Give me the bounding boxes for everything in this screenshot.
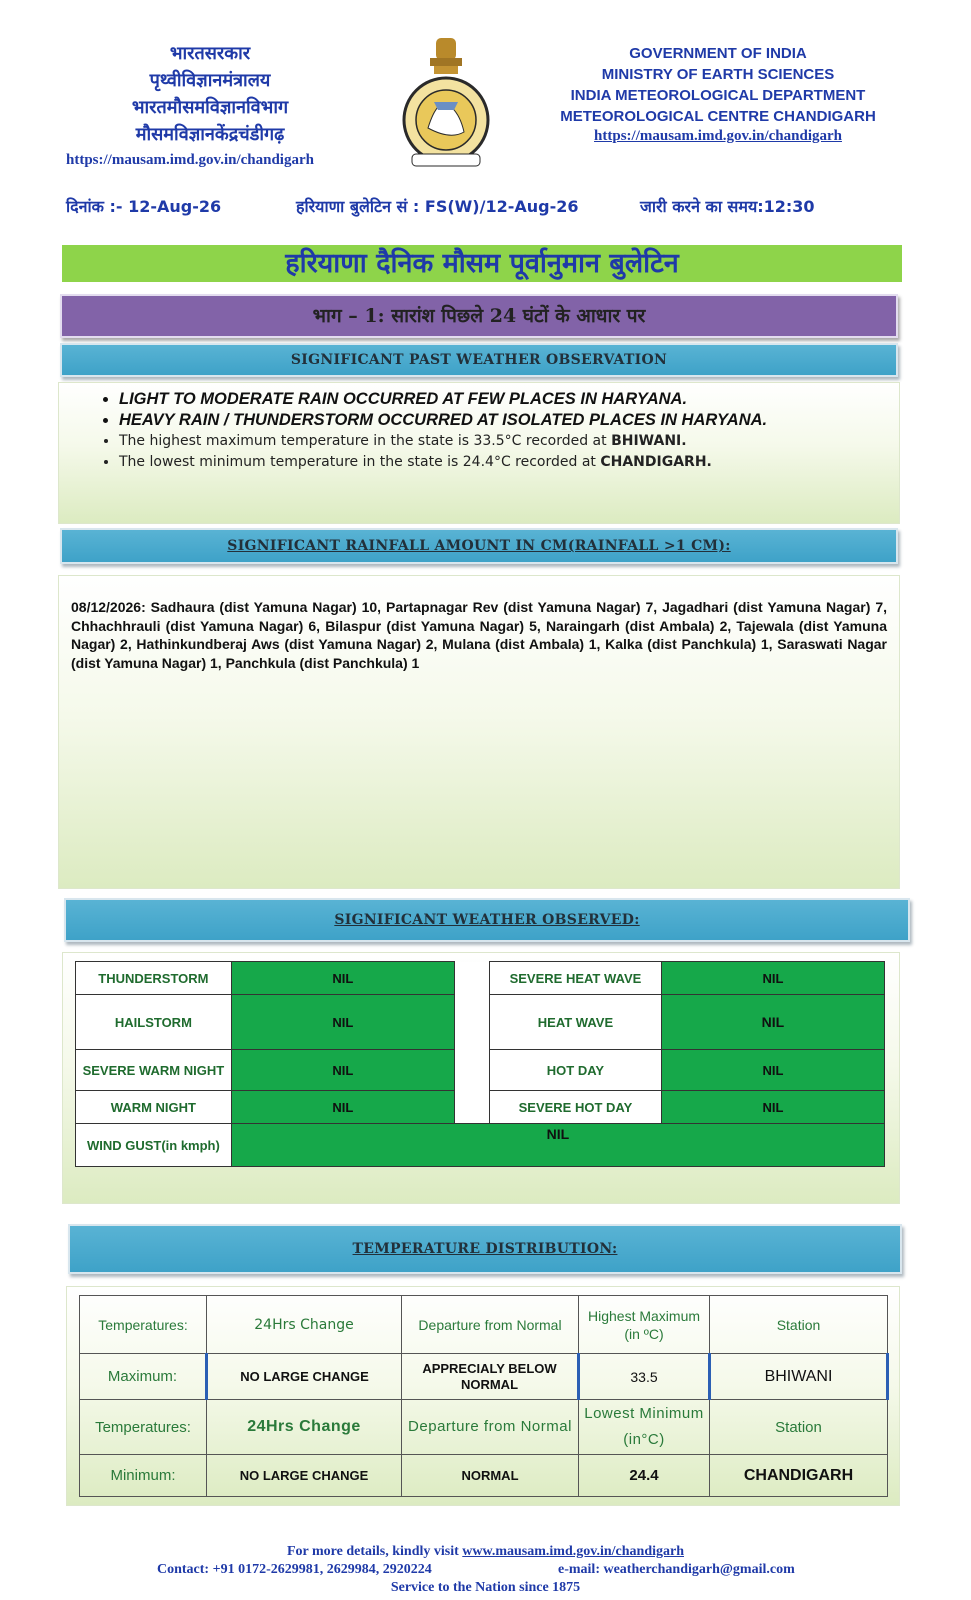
heat-wave-label: HEAT WAVE (490, 995, 662, 1050)
weather-observed-panel (62, 952, 900, 1204)
table-gap (454, 1091, 489, 1124)
english-line-3: INDIA METEOROLOGICAL DEPARTMENT (570, 87, 866, 104)
min-header-departure: Departure from Normal (402, 1400, 579, 1455)
min-row-label: Minimum: (80, 1455, 207, 1497)
severe-hot-day-label: SEVERE HOT DAY (490, 1091, 662, 1124)
hot-day-value: NIL (661, 1050, 884, 1091)
hindi-header (60, 40, 360, 169)
table-row (76, 1124, 885, 1167)
thunderstorm-label: THUNDERSTORM (76, 962, 232, 995)
footer-details-prefix: For more details, kindly visit (287, 1544, 463, 1559)
part1-bar (60, 294, 898, 338)
table-gap (454, 962, 489, 995)
rainfall-text: 08/12/2026: Sadhaura (dist Yamuna Nagar) 10, Partapnagar Rev (dist Yamuna Nagar) 7, Jagadhari (dist Yamuna Nagar) 7, Chhachhrauli (dist Yamuna Nagar) 6, Bilaspur (dist Yamuna Nagar) 5, Naraingarh (dist Ambala) 2, Tajewala (dist Yamuna Nagar) 2, Hathinkundberaj Aws (dist Yamuna Nagar) 2, Mulana (dist Ambala) 1, Kalka (dist Panchkula) 1, Saraswati Nagar (dist Yamuna Nagar) 1, Panchkula (dist Panchkula) 1 (71, 599, 887, 671)
hindi-line-1: भारतसरकार (169, 43, 251, 64)
english-line-4: METEOROLOGICAL CENTRE CHANDIGARH (560, 108, 876, 125)
min-temp-station: CHANDIGARH. (600, 454, 712, 470)
hailstorm-value: NIL (231, 995, 454, 1050)
max-header-departure: Departure from Normal (402, 1296, 579, 1354)
weather-observed-heading: SIGNIFICANT WEATHER OBSERVED: (334, 912, 640, 928)
hot-day-label: HOT DAY (490, 1050, 662, 1091)
table-row (76, 962, 885, 995)
past-weather-list (59, 389, 899, 473)
footer-email[interactable]: e-mail: weatherchandigarh@gmail.com (558, 1562, 795, 1577)
min-row-24hrs-change: NO LARGE CHANGE (207, 1455, 402, 1497)
max-temp-bullet: • The highest maximum temperature in the state is 33.5°C recorded at BHIWANI. (119, 431, 899, 452)
english-line-1: GOVERNMENT OF INDIA (629, 45, 807, 62)
min-row-lowest: 24.4 (579, 1455, 710, 1497)
hindi-line-2: पृथ्वीविज्ञानमंत्रालय (149, 70, 271, 91)
weather-observed-heading-bar (64, 898, 910, 942)
severe-warm-night-value: NIL (231, 1050, 454, 1091)
temperature-panel (66, 1286, 900, 1506)
table-gap (454, 1050, 489, 1091)
past-weather-bullet-1: • LIGHT TO MODERATE RAIN OCCURRED AT FEW PLACES IN HARYANA. (119, 389, 899, 410)
part1-title: भाग – 1: सारांश पिछले 24 घंटों के आधार पर (312, 305, 646, 327)
max-row-24hrs-change: NO LARGE CHANGE (207, 1354, 402, 1400)
bulletin-title: हरियाणा दैनिक मौसम पूर्वानुमान बुलेटिन (285, 248, 679, 279)
table-row (76, 1050, 885, 1091)
max-row-label: Maximum: (80, 1354, 207, 1400)
table-row (80, 1455, 888, 1497)
max-temp-station: BHIWANI. (611, 433, 687, 449)
weather-observed-table (75, 961, 885, 1167)
rainfall-heading-bar (60, 528, 898, 564)
min-row-departure: NORMAL (402, 1455, 579, 1497)
hailstorm-label: HAILSTORM (76, 995, 232, 1050)
footer-contact: Contact: +91 0172-2629981, 2629984, 2920224 (157, 1562, 432, 1577)
min-row-station: CHANDIGARH (710, 1455, 888, 1497)
severe-heat-wave-value: NIL (661, 962, 884, 995)
severe-heat-wave-label: SEVERE HEAT WAVE (490, 962, 662, 995)
severe-hot-day-value: NIL (661, 1091, 884, 1124)
temperature-heading: TEMPERATURE DISTRIBUTION: (352, 1241, 618, 1257)
table-row (80, 1354, 888, 1400)
footer-tagline: Service to the Nation since 1875 (390, 1580, 581, 1595)
min-header-temperatures: Temperatures: (80, 1400, 207, 1455)
english-header (548, 43, 888, 145)
max-row-station: BHIWANI (710, 1354, 888, 1400)
rainfall-heading: SIGNIFICANT RAINFALL AMOUNT IN CM(RAINFALL >1 CM): (227, 538, 731, 554)
heat-wave-value: NIL (661, 995, 884, 1050)
bulletin-date: दिनांक :- 12-Aug-26 (66, 197, 222, 216)
hindi-line-4: मौसमविज्ञानकेंद्रचंडीगढ़ (135, 124, 285, 145)
max-header-temperatures: Temperatures: (80, 1296, 207, 1354)
max-row-departure: APPRECIALY BELOW NORMAL (402, 1354, 579, 1400)
imd-emblem-logo (398, 36, 494, 170)
past-weather-heading-bar (60, 343, 898, 377)
max-header-highest: Highest Maximum (in ºC) (579, 1296, 710, 1354)
hindi-url-link[interactable]: https://mausam.imd.gov.in/chandigarh (66, 152, 314, 168)
title-bar (62, 245, 902, 282)
table-row (80, 1296, 888, 1354)
temperature-heading-bar (68, 1224, 902, 1274)
footer-details (0, 1544, 971, 1560)
wind-gust-label: WIND GUST(in kmph) (76, 1124, 232, 1167)
table-row (80, 1400, 888, 1455)
temperature-table (79, 1295, 889, 1497)
english-url-link[interactable]: https://mausam.imd.gov.in/chandigarh (594, 128, 842, 144)
max-header-24hrs-change: 24Hrs Change (207, 1296, 402, 1354)
max-row-highest: 33.5 (579, 1354, 710, 1400)
min-header-station: Station (710, 1400, 888, 1455)
severe-warm-night-label: SEVERE WARM NIGHT (76, 1050, 232, 1091)
thunderstorm-value: NIL (231, 962, 454, 995)
table-gap (454, 995, 489, 1050)
footer-details-link[interactable]: www.mausam.imd.gov.in/chandigarh (462, 1544, 684, 1559)
min-header-lowest: Lowest Minimum (in°C) (579, 1400, 710, 1455)
past-weather-bullet-2: • HEAVY RAIN / THUNDERSTORM OCCURRED AT ISOLATED PLACES IN HARYANA. (119, 410, 899, 431)
rainfall-panel (58, 575, 900, 889)
table-row (76, 1091, 885, 1124)
max-header-station: Station (710, 1296, 888, 1354)
bulletin-number: हरियाणा बुलेटिन सं : FS(W)/12-Aug-26 (296, 197, 579, 216)
min-temp-bullet: • The lowest minimum temperature in the state is 24.4°C recorded at CHANDIGARH. (119, 452, 899, 473)
min-header-24hrs-change: 24Hrs Change (207, 1400, 402, 1455)
warm-night-value: NIL (231, 1091, 454, 1124)
english-line-2: MINISTRY OF EARTH SCIENCES (601, 66, 835, 83)
table-row (76, 995, 885, 1050)
warm-night-label: WARM NIGHT (76, 1091, 232, 1124)
hindi-line-3: भारतमौसमविज्ञानविभाग (131, 97, 289, 118)
past-weather-heading: SIGNIFICANT PAST WEATHER OBSERVATION (290, 352, 668, 368)
past-weather-panel (58, 382, 900, 524)
wind-gust-value: NIL (231, 1124, 884, 1167)
issue-time: जारी करने का समय:12:30 (640, 197, 815, 216)
